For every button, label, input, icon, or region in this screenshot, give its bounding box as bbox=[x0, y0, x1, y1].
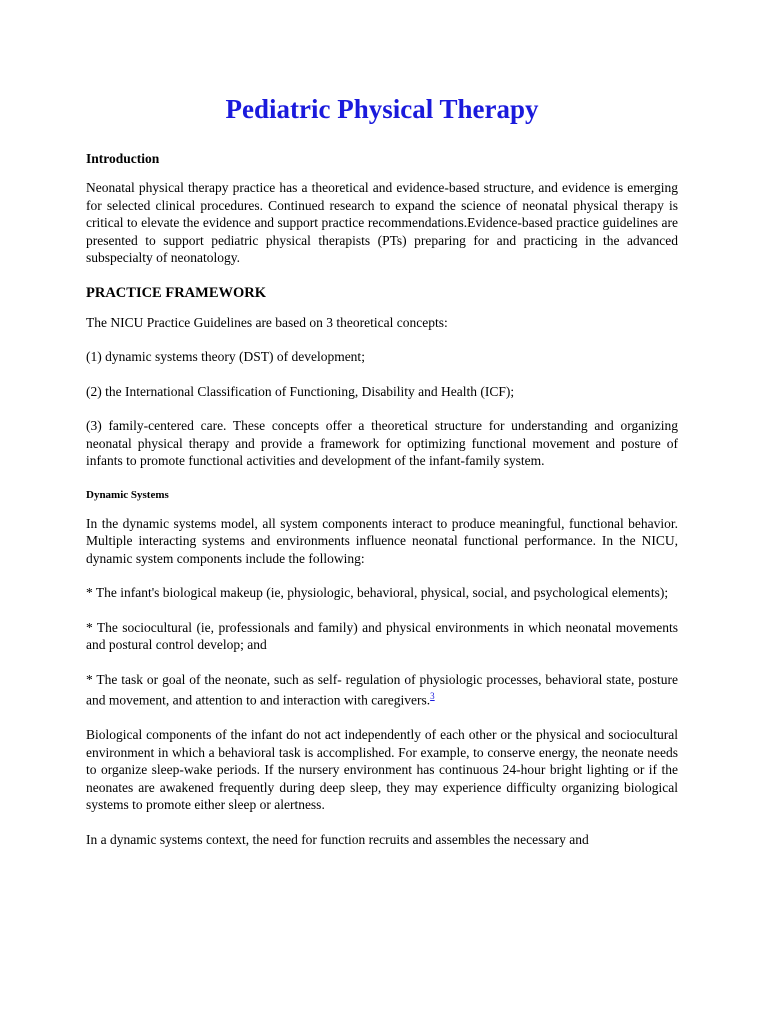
bullet-1: * The infant's biological makeup (ie, physiologic, behavioral, physical, social, and psychological elements); bbox=[86, 585, 669, 600]
framework-lead: The NICU Practice Guidelines are based on 3 theoretical concepts: bbox=[86, 314, 448, 330]
framework-heading: PRACTICE FRAMEWORK bbox=[86, 284, 267, 301]
dynamic-paragraph: In the dynamic systems model, all system components interact to produce meaningful, functional behavior. Multiple interacting systems and environments influence neonatal functional performance. In the NICU, dynamic system components include the following: bbox=[86, 515, 678, 566]
dynamic-systems-heading: Dynamic Systems bbox=[86, 488, 169, 501]
bullet-3-text: * The task or goal of the neonate, such as self- regulation of physiologic processes, behavioral state, posture and movement, and attention to and interaction with caregivers. bbox=[86, 671, 678, 708]
bullet-3-paragraph bbox=[86, 671, 678, 710]
bullet-2: * The sociocultural (ie, professionals and family) and physical environments in which neonatal movements and postural control develop; and bbox=[86, 619, 678, 652]
concept-3: (3) family-centered care. These concepts offer a theoretical structure for understanding and organizing neonatal physical therapy and provide a framework for optimizing functional movement and posture of infants to promote functional activities and development of the infant-family system. bbox=[86, 418, 678, 468]
document-title: Pediatric Physical Therapy bbox=[225, 94, 539, 124]
concept-1: (1) dynamic systems theory (DST) of development; bbox=[86, 349, 365, 364]
intro-heading: Introduction bbox=[86, 151, 160, 166]
concept-2: (2) the International Classification of Functioning, Disability and Health (ICF); bbox=[86, 383, 515, 399]
reference-link[interactable]: 3 bbox=[430, 691, 435, 701]
intro-paragraph: Neonatal physical therapy practice has a theoretical and evidence-based structure, and evidence is emerging for selected clinical procedures. Continued research to expand the science of neonatal physical therapy is critical to elevate the evidence and support practice recommendations.Evidence-based practice guidelines are presented to support pediatric physical therapists (PTs) preparing for and practicing in the advanced subspecialty of neonatology. bbox=[86, 180, 678, 265]
context-paragraph: In a dynamic systems context, the need for function recruits and assembles the necessary and bbox=[86, 831, 589, 847]
biological-paragraph: Biological components of the infant do not act independently of each other or the physical and sociocultural environment in which a behavioral task is accomplished. For example, to conserve energy, the neonate needs to organize sleep-wake periods. If the nursery environment has continuous 24-hour bright lighting or if the neonates are awakened frequently during deep sleep, they may experience difficulty organizing biological systems to promote either sleep or alertness. bbox=[86, 727, 678, 812]
